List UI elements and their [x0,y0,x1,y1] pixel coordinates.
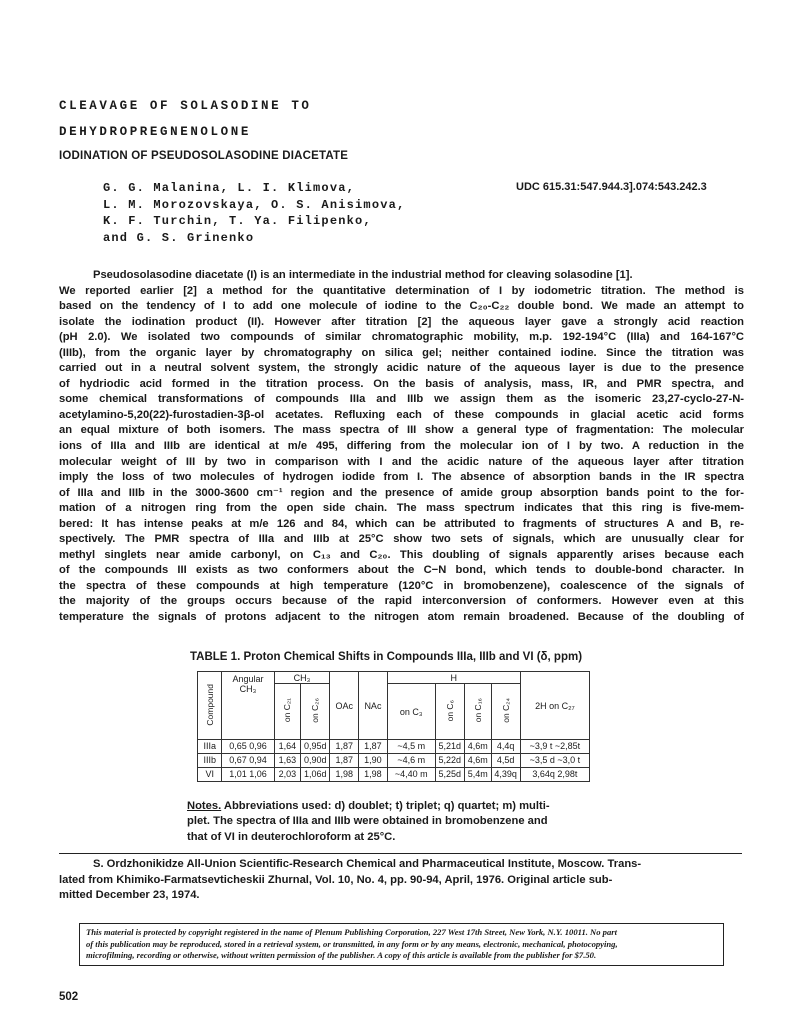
author-line: L. M. Morozovskaya, O. S. Anisimova, [103,197,406,212]
header-ch3: CH₃ [274,672,330,684]
header-compound: Compound [198,672,222,740]
cell-nac: 1,90 [359,754,388,768]
body-line: spectively. The PMR spectra of IIIa and IIIb at 25°C show two sets of signals, which are unusually clear for [59,533,744,546]
header-oac: OAc [330,672,359,740]
body-line: molecular weight of III by two in comparison with I and the acidic nature of the aqueous layer after titration [59,455,744,468]
table-notes [187,799,550,845]
body-line: imply the loss of two molecules of hydrogen iodide from I. The absence of absorption bands in the IR spectra [59,471,744,484]
table-row [198,740,590,754]
cell-compound: IIIb [198,754,222,768]
cell-c3: ~4,5 m [387,740,435,754]
body-line: temperature the signals of protons adjacent to the nitrogen atom remain broadened. Because of the doubling of [59,611,744,624]
body-line: of the compounds III exists as two conformers about the C−N bond, which tends to double-bond character. In [59,564,744,577]
cell-c24: 4,4q [491,740,520,754]
body-line: methyl singlets near amide carbonyl, on C₁₃ and C₂₀. This doubling of signals apparently arises because each [59,548,744,561]
header-angular: Angular CH₃ [222,672,274,740]
cell-c21: 1,64 [274,740,301,754]
notes-text: that of VI in deuterochloroform at 25°C. [187,830,396,843]
cell-c26: 0,90d [301,754,330,768]
body-line: isolate the iodination product (II). However after titration [2] the aqueous layer gave a strongly acid reaction [59,315,744,328]
cell-c27: ~3,9 t ~2,85t [520,740,589,754]
header-c3: on C₃ [387,684,435,740]
body-line: bered: It has intense peaks at m/e 126 and 84, which can be attributed to fragments of structures A and B, re- [59,517,744,530]
body-line: (IIIb), from the organic layer by chromatography on silica gel; neither contained iodine. Since the titration was [59,346,744,359]
cell-c16: 4,6m [464,754,491,768]
body-line: based on the tendency of I to add one molecule of iodine to the C₂₀-C₂₂ double bond. We made an attempt to [59,300,744,313]
cell-c6: 5,21d [435,740,464,754]
title-line-1: CLEAVAGE OF SOLASODINE TO [59,99,312,113]
body-line: (pH 2.0). We isolated two compounds of similar chromatographic mobility, m.p. 192-194°C (IIIa) and 164-167°C [59,331,744,344]
cell-c16: 5,4m [464,768,491,782]
body-line: of hydriodic acid formed in the titration process. On the basis of analysis, mass, IR, and PMR spectra, and [59,377,744,390]
notes-label: Notes. [187,800,222,812]
header-c26: on C₂₆ [301,684,330,740]
cell-oac: 1,87 [330,754,359,768]
notes-text: plet. The spectra of IIIa and IIIb were obtained in bromobenzene and [187,815,548,828]
cell-c26: 1,06d [301,768,330,782]
body-line: We reported earlier [2] a method for the quantitative determination of I by iodometric titration. The method is [59,284,744,297]
copyright-line: microfilming, recording or otherwise, without written permission of the publisher. A copy of this article is available from the publisher for $7.50. [86,950,597,961]
cell-compound: IIIa [198,740,222,754]
cell-angular: 1,01 1,06 [222,768,274,782]
cell-nac: 1,98 [359,768,388,782]
affiliation-line: lated from Khimiko-Farmatsevticheskii Zhurnal, Vol. 10, No. 4, pp. 90-94, April, 1976. Original article sub- [59,873,613,886]
author-list [103,180,405,246]
cell-c26: 0,95d [301,740,330,754]
cell-c24: 4,5d [491,754,520,768]
cell-c21: 1,63 [274,754,301,768]
body-line: carried out in a neutral solvent system, the strongly acidic nature of the aqueous layer is due to the presence [59,362,744,375]
cell-c16: 4,6m [464,740,491,754]
body-paragraph [59,268,744,626]
cell-angular: 0,65 0,96 [222,740,274,754]
cell-c6: 5,22d [435,754,464,768]
cell-c3: ~4,40 m [387,768,435,782]
header-c21: on C₂₁ [274,684,301,740]
cell-c27: ~3,5 d ~3,0 t [520,754,589,768]
header-h: H [387,672,520,684]
cell-c6: 5,25d [435,768,464,782]
body-line: acetylamino-5,20(22)-furostadien-3β-ol acetates. Refluxing each of these compounds in glacial acetic acid forms [59,408,744,421]
body-line: Pseudosolasodine diacetate (I) is an intermediate in the industrial method for cleaving solasodine [1]. [93,269,633,281]
author-line: and G. S. Grinenko [103,230,255,245]
body-line: the majority of the groups occurs because of the rapid interconversion of conformers. However even at this [59,595,744,608]
table-caption: TABLE 1. Proton Chemical Shifts in Compounds IIIa, IIIb and VI (δ, ppm) [190,651,583,663]
copyright-line: of this publication may be reproduced, stored in a retrieval system, or transmitted, in any form or by any means, electronic, mechanical, photocopying, [86,938,618,949]
divider-rule [59,853,742,854]
header-nac: NAc [359,672,388,740]
cell-compound: VI [198,768,222,782]
copyright-notice [79,923,724,966]
header-c6: on C₆ [435,684,464,740]
author-line: K. F. Turchin, T. Ya. Filipenko, [103,214,372,229]
title-line-2: DEHYDROPREGNENOLONE [59,125,251,139]
cell-c24: 4,39q [491,768,520,782]
affiliation [59,857,744,904]
udc-code: UDC 615.31:547.944.3].074:543.242.3 [516,181,707,193]
copyright-line: This material is protected by copyright registered in the name of Plenum Publishing Corporation, 227 West 17th Street, New York, N.Y. 10011. No part [86,927,618,937]
cell-nac: 1,87 [359,740,388,754]
cell-c21: 2,03 [274,768,301,782]
affiliation-line: S. Ordzhonikidze All-Union Scientific-Research Chemical and Pharmaceutical Institute, Moscow. Trans- [93,858,642,870]
page-number: 502 [59,991,79,1003]
table-row [198,768,590,782]
subtitle: IODINATION OF PSEUDOSOLASODINE DIACETATE [59,150,349,162]
cell-oac: 1,87 [330,740,359,754]
affiliation-line: mitted December 23, 1974. [59,889,200,902]
cell-oac: 1,98 [330,768,359,782]
author-line: G. G. Malanina, L. I. Klimova, [103,181,356,195]
body-line: the spectra of these compounds at high temperature (120°C in bromobenzene), coalescence of the signals of [59,579,744,592]
body-line: an equal mixture of both isomers. The mass spectra of III show a general type of fragmentation: The molecular [59,424,744,437]
body-line: some chemical transformations of compounds IIIa and IIIb we assign them as the isomeric 23,27-cyclo-27-N- [59,393,744,406]
body-line: of IIIa and IIIb in the 3000-3600 cm⁻¹ region and the presence of amide group absorption bands point to the for- [59,486,744,499]
cell-c27: 3,64q 2,98t [520,768,589,782]
header-c16: on C₁₆ [464,684,491,740]
table-row [198,754,590,768]
header-c24: on C₂₄ [491,684,520,740]
notes-text: Abbreviations used: d) doublet; t) triplet; q) quartet; m) multi- [221,800,550,812]
cell-angular: 0,67 0,94 [222,754,274,768]
header-2h-c27: 2H on C₂₇ [520,672,589,740]
body-line: mation of a nitrogen ring from the open side chain. The mass spectrum indicates that this ring is five-mem- [59,502,744,515]
shift-table [197,671,590,782]
body-line: ions of IIIa and IIIb are identical at m/e 495, differing from the molecular ion of I by two. A reduction in the [59,440,744,453]
cell-c3: ~4,6 m [387,754,435,768]
